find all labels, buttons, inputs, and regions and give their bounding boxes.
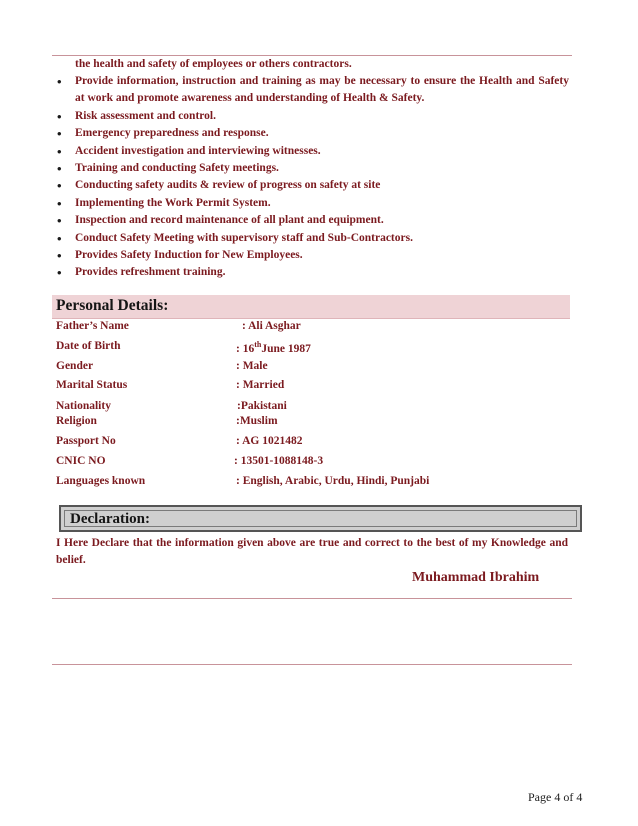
bullet-icon: •: [57, 248, 62, 264]
list-item: • Risk assessment and control.: [57, 108, 216, 124]
list-item: • Provides Safety Induction for New Employees.: [57, 248, 303, 264]
page-number: Page 4 of 4: [528, 790, 583, 804]
detail-value: : Male: [236, 360, 268, 372]
declaration-text: I Here Declare that the information given above are true and correct to the best of my Knowledge and belief.: [56, 537, 568, 566]
detail-label: Passport No: [56, 435, 116, 447]
bullet-icon: •: [57, 74, 62, 89]
detail-value: :Muslim: [236, 415, 278, 427]
detail-value: : 13501-1088148-3: [234, 455, 324, 467]
bullet-icon: •: [57, 195, 62, 211]
duties-list: [57, 73, 569, 282]
bullet-icon: •: [57, 161, 62, 177]
list-item: • Conducting safety audits & review of progress on safety at site: [57, 178, 381, 194]
bullet-icon: •: [57, 213, 62, 229]
detail-label: Nationality: [56, 400, 111, 412]
detail-label: Gender: [56, 360, 94, 372]
declaration-header-inner: [64, 510, 577, 527]
detail-value: : Ali Asghar: [242, 320, 301, 332]
detail-label: CNIC NO: [56, 455, 106, 467]
detail-label: Marital Status: [56, 379, 128, 391]
top-divider: [52, 55, 572, 56]
detail-label: Religion: [56, 415, 97, 427]
bullet-icon: •: [57, 143, 62, 159]
signature-name: Muhammad Ibrahim: [412, 570, 540, 585]
bullet-icon: •: [57, 265, 62, 281]
section-title: Declaration:: [70, 511, 150, 527]
list-item: • Provide information, instruction and training as may be necessary to ensure the Health and Safety at work and promote awareness and understanding of Health & Safety.: [57, 74, 569, 105]
section-title: Personal Details:: [56, 297, 169, 314]
list-item: • Provides refreshment training.: [57, 265, 226, 281]
detail-label: Languages known: [56, 475, 146, 487]
bullet-icon: •: [57, 230, 62, 246]
bullet-icon: •: [57, 126, 62, 142]
detail-value: : English, Arabic, Urdu, Hindi, Punjabi: [236, 475, 430, 487]
declaration-header: [59, 505, 582, 532]
list-item: • Implementing the Work Permit System.: [57, 195, 271, 211]
list-item: • Inspection and record maintenance of all plant and equipment.: [57, 213, 384, 229]
detail-label: Date of Birth: [56, 340, 121, 352]
detail-value: : AG 1021482: [236, 435, 303, 447]
list-item: • Conduct Safety Meeting with supervisory staff and Sub-Contractors.: [57, 230, 413, 246]
list-item: • Emergency preparedness and response.: [57, 126, 269, 142]
experience-continuation: the health and safety of employees or others contractors.: [75, 58, 352, 70]
bullet-icon: •: [57, 178, 62, 194]
detail-label: Father’s Name: [56, 320, 129, 332]
list-item: • Training and conducting Safety meetings.: [57, 161, 279, 177]
bullet-icon: •: [57, 108, 62, 124]
list-item: • Accident investigation and interviewing witnesses.: [57, 143, 321, 159]
personal-details-header: [52, 295, 570, 319]
detail-value: : Married: [236, 379, 285, 391]
divider: [52, 598, 572, 599]
divider: [52, 664, 572, 665]
detail-value: : 16thJune 1987: [236, 340, 311, 355]
detail-value: :Pakistani: [237, 400, 287, 412]
